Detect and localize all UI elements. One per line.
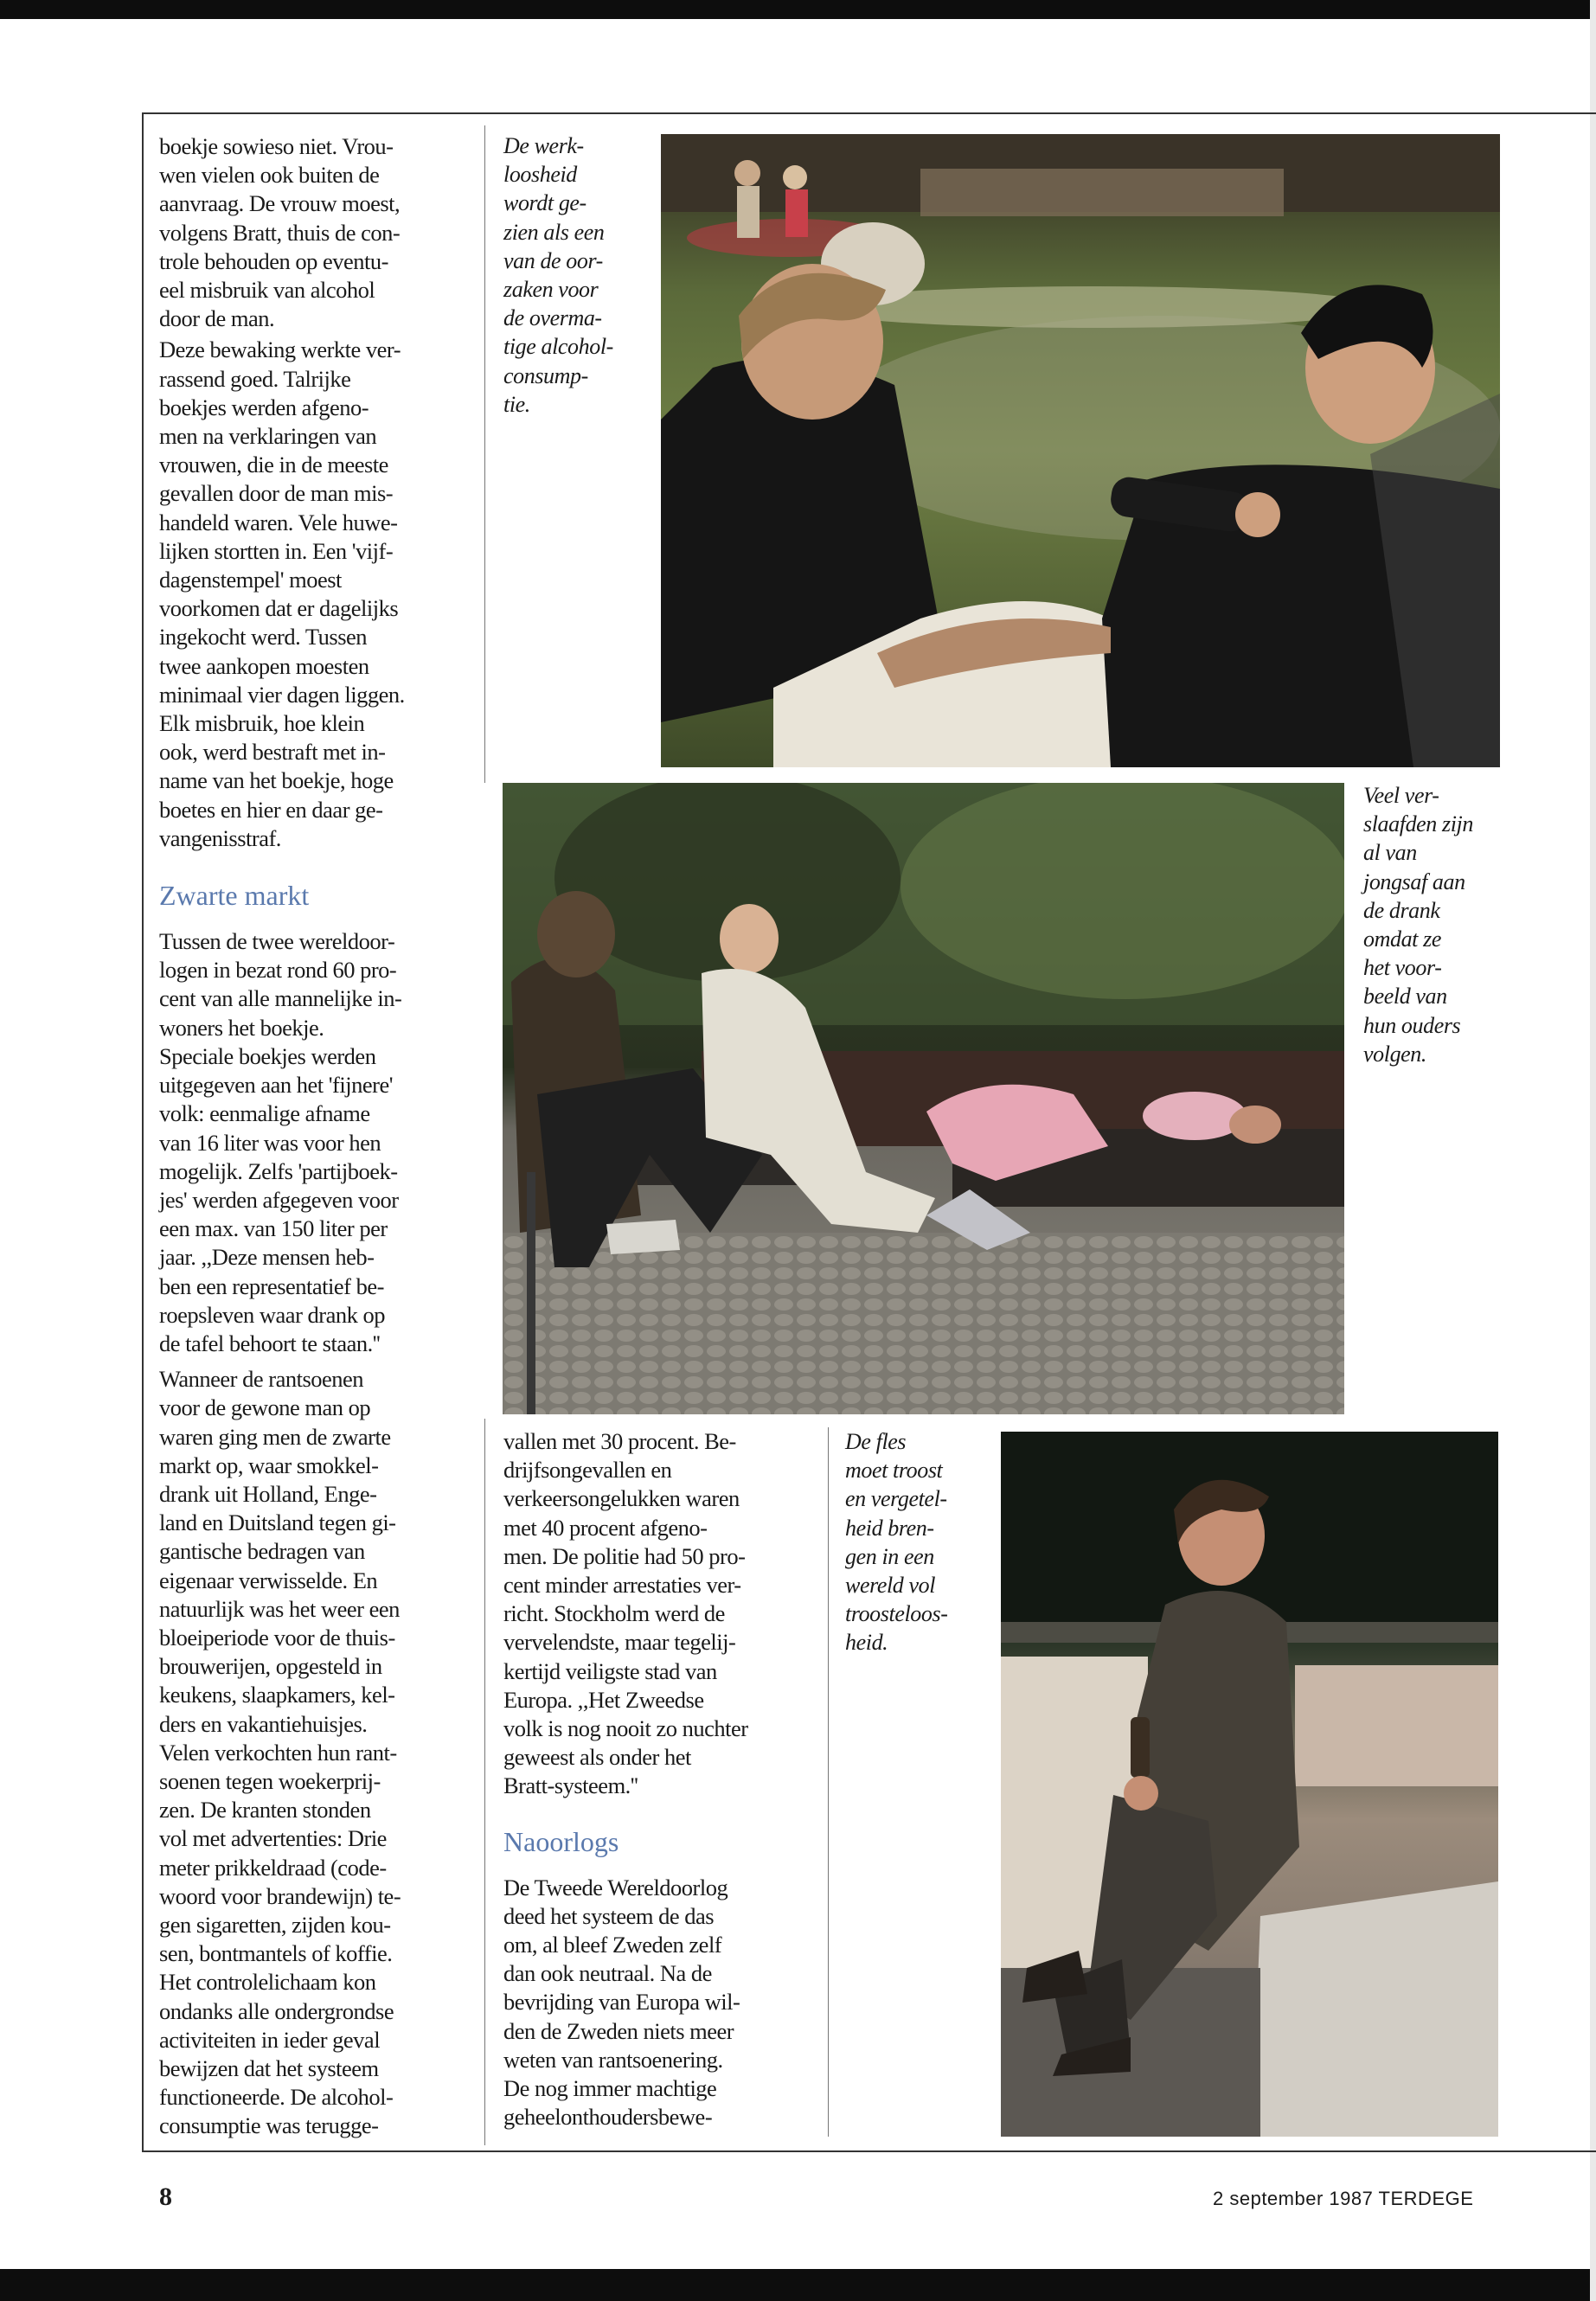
article-paragraph: boekje sowieso niet. Vrou- wen vielen ook buiten de aanvraag. De vrouw moest, volgens Bratt, thuis de con- trole behouden op eventu- eel misbruik van alcohol door de man. <box>159 133 401 332</box>
photo-caption-top: De werk- loosheid wordt ge- zien als een van de oor- zaken voor de overma- tige alcohol- consump- tie. <box>503 133 613 417</box>
article-column-1 <box>159 132 481 2141</box>
section-heading-zwarte-markt: Zwarte markt <box>159 880 310 912</box>
photo-caption-middle: Veel ver- slaafden zijn al van jongsaf aan de drank omdat ze het voor- beeld van hun ouders volgen. <box>1363 783 1473 1067</box>
issue-line: 2 september 1987 TERDEGE <box>1213 2188 1474 2209</box>
page-number: 8 <box>159 2182 172 2211</box>
photo-addicts-on-bench <box>503 783 1344 1414</box>
photo-young-men-drinking <box>661 134 1500 767</box>
section-heading-naoorlogs: Naoorlogs <box>503 1825 619 1857</box>
article-paragraph: Tussen de twee wereldoor- logen in bezat rond 60 pro- cent van alle mannelijke in- woners het boekje. Speciale boekjes werden uitgegeven aan het 'fijnere' volk: eenmalige afname van 16 liter was voor hen mogelijk. Zelfs 'partijboek- jes' werden afgegeven voor een max. van 150 liter per jaar. ,,Deze mensen heb- ben een representatief be- roepsleven waar drank op de tafel behoort te staan.'' <box>159 928 402 1356</box>
article-paragraph: vallen met 30 procent. Be- drijfsongevallen en verkeersongelukken waren met 40 procent afgeno- men. De politie had 50 pro- cent minder arrestaties ver- richt. Stockholm werd de vervelendste, maar tegelij- kertijd veiligste stad van Europa. ,,Het Zweedse volk is nog nooit zo nuchter geweest als onder het Bratt-systeem.'' <box>503 1428 748 1799</box>
photo-caption-bottom: De fles moet troost en vergetel- heid bren- gen in een wereld vol troosteloos- heid. <box>845 1429 948 1656</box>
column-rule <box>484 125 485 783</box>
article-paragraph: Wanneer de rantsoenen voor de gewone man op waren ging men de zwarte markt op, waar smokkel- drank uit Holland, Enge- land en Duitsland tegen gi- gantische bedragen van eigenaar verwisselde. En natuurlijk was het weer een bloeiperiode voor de thuis- brouwerijen, opgesteld in keukens, slaapkamers, kel- ders en vakantiehuisjes. Velen verkochten hun rant- soenen tegen woekerprij- zen. De kranten stonden vol met advertenties: Drie meter prikkeldraad (code- woord voor brandewijn) te- gen sigaretten, zijden kou- sen, bontmantels of koffie. Het controlelichaam kon ondanks alle ondergrondse activiteiten in ieder geval bewijzen dat het systeem functioneerde. De alcohol- consumptie was terugge- <box>159 1366 401 2139</box>
article-column-2 <box>503 1427 824 2131</box>
scan-border-top <box>0 0 1596 19</box>
scan-border-right <box>1590 0 1596 2301</box>
article-paragraph: Deze bewaking werkte ver- rassend goed. Talrijke boekjes werden afgeno- men na verklaringen van vrouwen, die in de meeste gevallen door de man mis- handeld waren. Vele huwe- lijken stortten in. Een 'vijf- dagenstempel' moest voorkomen dat er dagelijks ingekocht werd. Tussen twee aankopen moesten minimaal vier dagen liggen. Elk misbruik, hoe klein ook, werd bestraft met in- name van het boekje, hoge boetes en hier en daar ge- vangenisstraf. <box>159 336 405 851</box>
article-paragraph: De Tweede Wereldoorlog deed het systeem de das om, al bleef Zweden zelf dan ook neutraal. Na de bevrijding van Europa wil- den de Zweden niets meer weten van rantsoenering. De nog immer machtige geheelonthoudersbewe- <box>503 1874 740 2131</box>
scan-border-bottom <box>0 2269 1596 2301</box>
column-rule <box>828 1427 829 2137</box>
page-frame-top-rule <box>142 112 1596 114</box>
page-frame-left-rule <box>142 112 144 2150</box>
photo-man-with-bottle <box>1001 1432 1498 2137</box>
column-rule <box>484 1419 485 2145</box>
page-frame-bottom-rule <box>142 2150 1596 2152</box>
